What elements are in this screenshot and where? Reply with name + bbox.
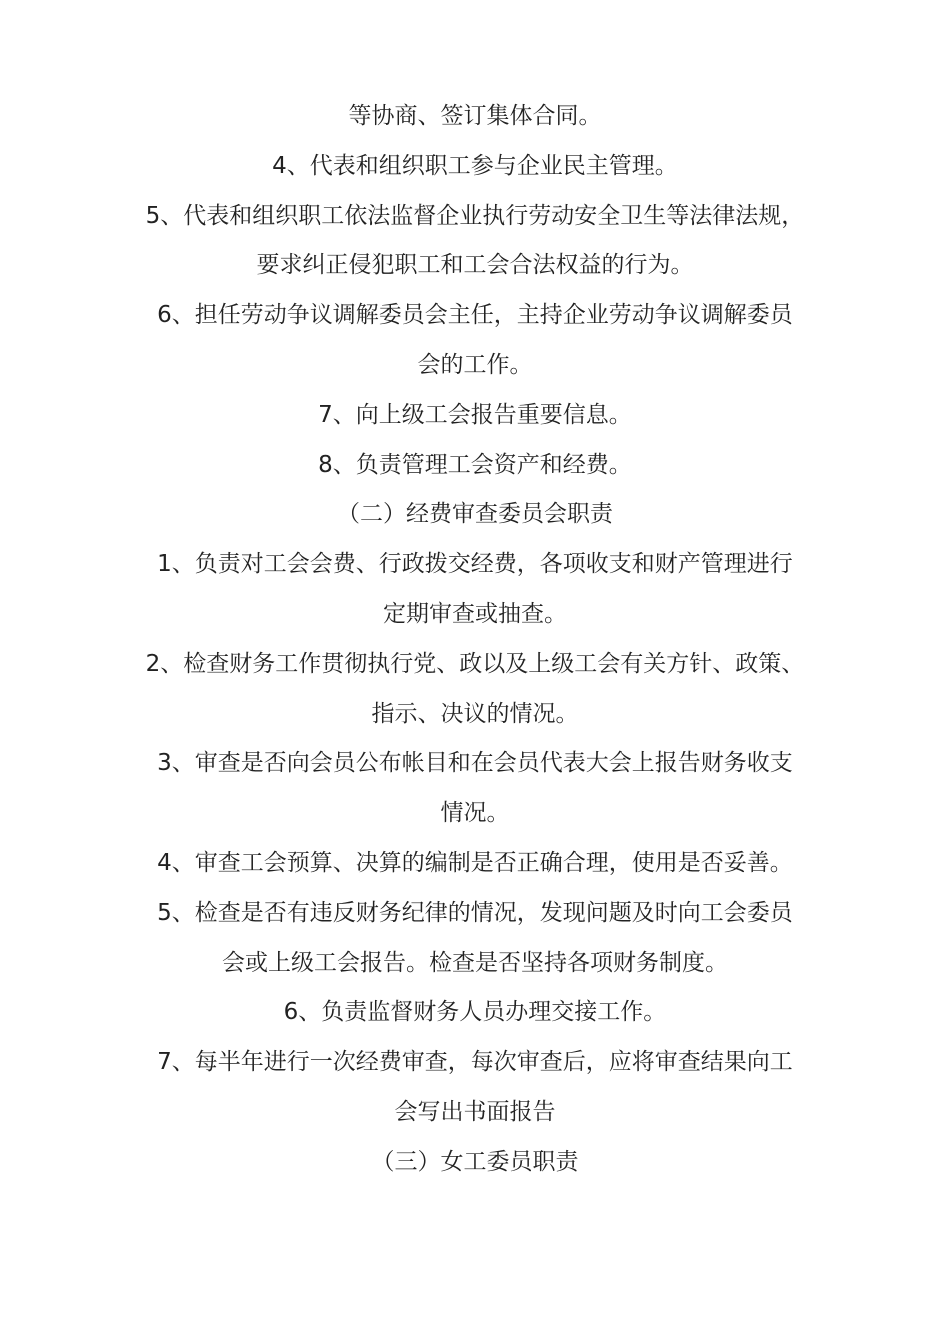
text-line: 8、负责管理工会资产和经费。	[318, 451, 632, 478]
text-line: 7、向上级工会报告重要信息。	[318, 401, 632, 428]
text-line: 1、负责对工会会费、行政拨交经费，各项收支和财产管理进行	[157, 551, 793, 578]
text-line: 会写出书面报告	[394, 1098, 556, 1125]
document-body	[130, 92, 820, 1188]
text-line: 会或上级工会报告。检查是否坚持各项财务制度。	[222, 949, 728, 976]
text-line: 6、担任劳动争议调解委员会主任，主持企业劳动争议调解委员	[157, 302, 793, 329]
section-heading: （三）女工委员职责	[371, 1148, 579, 1175]
text-line: 5、代表和组织职工依法监督企业执行劳动安全卫生等法律法规，	[145, 202, 805, 229]
text-line: 等协商、签订集体合同。	[348, 103, 602, 129]
text-line: 6、负责监督财务人员办理交接工作。	[283, 999, 667, 1026]
text-line: 会的工作。	[417, 351, 533, 378]
text-line: 7、每半年进行一次经费审查，每次审查后，应将审查结果向工	[157, 1049, 793, 1076]
text-line: 5、检查是否有违反财务纪律的情况，发现问题及时向工会委员	[157, 899, 793, 926]
text-line: 4、代表和组织职工参与企业民主管理。	[272, 152, 678, 179]
text-line: 3、审查是否向会员公布帐目和在会员代表大会上报告财务收支	[157, 750, 793, 777]
text-line: 定期审查或抽查。	[383, 600, 567, 627]
text-line: 情况。	[440, 800, 510, 827]
text-line: 指示、决议的情况。	[371, 700, 579, 727]
section-heading: （二）经费审查委员会职责	[337, 501, 613, 528]
text-line: 4、审查工会预算、决算的编制是否正确合理，使用是否妥善。	[157, 849, 793, 876]
text-line: 2、检查财务工作贯彻执行党、政以及上级工会有关方针、政策、	[145, 650, 805, 677]
text-line: 要求纠正侵犯职工和工会合法权益的行为。	[256, 252, 694, 279]
